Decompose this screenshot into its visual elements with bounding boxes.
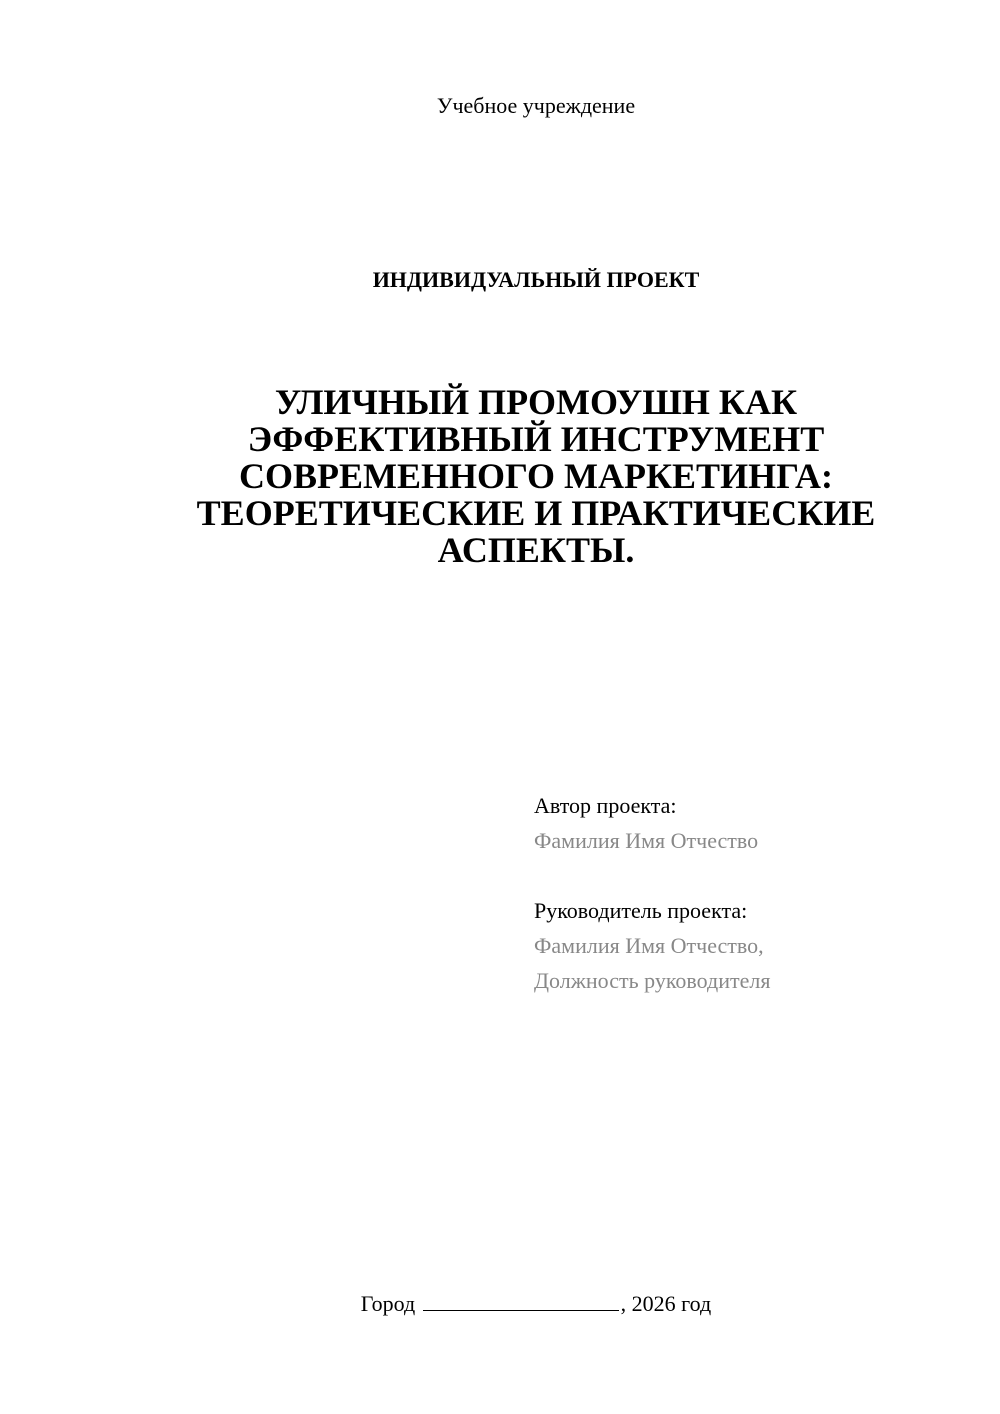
project-title-line: ТЕОРЕТИЧЕСКИЕ И ПРАКТИЧЕСКИЕ	[196, 493, 876, 533]
institution-name: Учебное учреждение	[436, 93, 636, 118]
city-blank-line	[423, 1292, 619, 1311]
project-title-line: УЛИЧНЫЙ ПРОМОУШН КАК	[274, 382, 798, 422]
project-title	[130, 384, 942, 569]
author-name: Фамилия Имя Отчество	[534, 828, 759, 853]
project-title-line: СОВРЕМЕННОГО МАРКЕТИНГА:	[238, 456, 834, 496]
year-label: , 2026 год	[620, 1291, 712, 1316]
supervisor-position: Должность руководителя	[534, 968, 771, 993]
project-title-line: АСПЕКТЫ.	[437, 530, 635, 570]
supervisor-name: Фамилия Имя Отчество,	[534, 933, 764, 958]
supervisor-label: Руководитель проекта:	[534, 898, 748, 923]
author-label: Автор проекта:	[534, 793, 677, 818]
city-year-line	[0, 1290, 1000, 1318]
credits-block	[534, 788, 974, 998]
credits-spacer	[534, 858, 974, 893]
project-type-heading: ИНДИВИДУАЛЬНЫЙ ПРОЕКТ	[372, 267, 700, 292]
project-title-line: ЭФФЕКТИВНЫЙ ИНСТРУМЕНТ	[247, 419, 825, 459]
city-label: Город	[360, 1291, 416, 1316]
